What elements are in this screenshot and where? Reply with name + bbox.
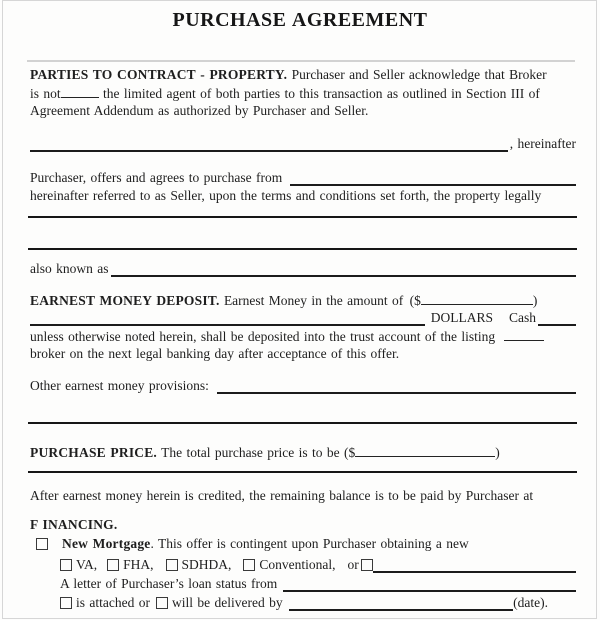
earnest-amount-words-blank [30,309,425,326]
other-provisions-blank [217,377,576,394]
new-mortgage-text: . This offer is contingent upon Purchaser obtaining a new [150,536,469,551]
earnest-heading: EARNEST MONEY DEPOSIT. [30,293,220,308]
listing-blank [504,327,544,341]
parties-heading: PARTIES TO CONTRACT - PROPERTY. [30,67,288,82]
parties-line-1 [30,66,576,84]
loan-status-label: A letter of Purchaser’s loan status from [60,576,278,591]
legal-description-blank-line-2 [28,248,577,250]
financing-heading: F INANCING. [30,517,118,532]
price-blank-line [28,471,577,473]
balance-clause-text: After earnest money herein is credited, the remaining balance is to be paid by Purchaser at [30,488,534,503]
attached-checkbox[interactable] [60,597,72,609]
delivery-row [60,594,548,612]
conventional-checkbox[interactable] [243,559,255,571]
provisions-blank-line [28,422,577,424]
va-label: VA, [76,557,98,572]
delivery-date-blank [289,594,514,611]
earnest-line-2 [30,309,576,327]
purchase-price-row [30,443,576,461]
new-mortgage-row [30,535,576,553]
parties-line2-post: the limited agent of both parties to this transaction as outlined in Section III of [103,86,540,101]
fha-checkbox[interactable] [107,559,119,571]
purchaser-name-blank [30,135,508,152]
balance-clause-row [30,487,576,505]
purchase-from-row [30,169,576,187]
fha-label: FHA, [123,557,154,572]
also-known-as-blank [111,260,577,277]
sdhda-label: SDHDA, [181,557,232,572]
new-mortgage-label: New Mortgage [62,536,151,551]
also-known-as-row [30,260,576,278]
purchase-price-blank [355,443,495,457]
legal-description-blank-line-1 [28,216,577,218]
also-known-as-label: also known as [30,261,109,276]
parties-line-2 [30,84,576,102]
other-loan-checkbox[interactable] [361,559,373,571]
loan-status-blank [283,575,576,592]
purchaser-name-row [30,135,576,153]
title-divider [27,60,575,62]
earnest-amount-blank [421,291,533,305]
conventional-label: Conventional, [259,557,336,572]
deposit-clause-2: broker on the next legal banking day after acceptance of this offer. [30,346,400,361]
new-mortgage-checkbox[interactable] [36,538,48,550]
date-suffix: (date). [513,595,548,610]
dollars-label: DOLLARS [430,310,493,325]
financing-heading-row [30,516,576,534]
parties-line3-text: Agreement Addendum as authorized by Purchaser and Seller. [30,103,369,118]
earnest-line-4 [30,345,576,363]
seller-name-blank [290,169,576,186]
delivered-label: will be delivered by [171,595,283,610]
parties-line1-text: Purchaser and Seller acknowledge that Broker [291,67,547,82]
other-provisions-row [30,377,576,395]
delivered-checkbox[interactable] [156,597,168,609]
price-paren-open: ($ [343,445,356,460]
purchase-price-heading: PURCHASE PRICE. [30,445,158,460]
earnest-line-3 [30,327,576,345]
seller-clause-text: hereinafter referred to as Seller, upon the terms and conditions set forth, the property legally [30,188,542,203]
other-loan-blank [373,556,576,573]
page-title: PURCHASE AGREEMENT [172,9,428,31]
earnest-line1-text: Earnest Money in the amount of [223,293,404,308]
loan-types-row [60,556,576,574]
hereinafter-suffix: , hereinafter [509,136,576,151]
loan-status-row [60,575,576,593]
other-provisions-label: Other earnest money provisions: [30,378,209,393]
sdhda-checkbox[interactable] [166,559,178,571]
parties-line-3 [30,102,576,120]
earnest-paren-close: ) [532,293,538,308]
broker-agency-blank [61,84,99,98]
cash-label: Cash [509,310,536,325]
earnest-paren-open: ($ [409,293,421,308]
or-label: or [347,557,359,572]
deposit-clause-1: unless otherwise noted herein, shall be deposited into the trust account of the listing [30,329,496,344]
price-paren-close: ) [495,445,500,460]
seller-clause-row [30,187,576,205]
parties-line2-pre: is not [30,86,61,101]
purchase-price-text: The total purchase price is to be [161,445,340,460]
purchase-from-label: Purchaser, offers and agrees to purchase from [30,170,283,185]
cash-blank [538,309,576,326]
attached-label: is attached or [76,595,150,610]
earnest-line-1 [30,291,576,309]
va-checkbox[interactable] [60,559,72,571]
